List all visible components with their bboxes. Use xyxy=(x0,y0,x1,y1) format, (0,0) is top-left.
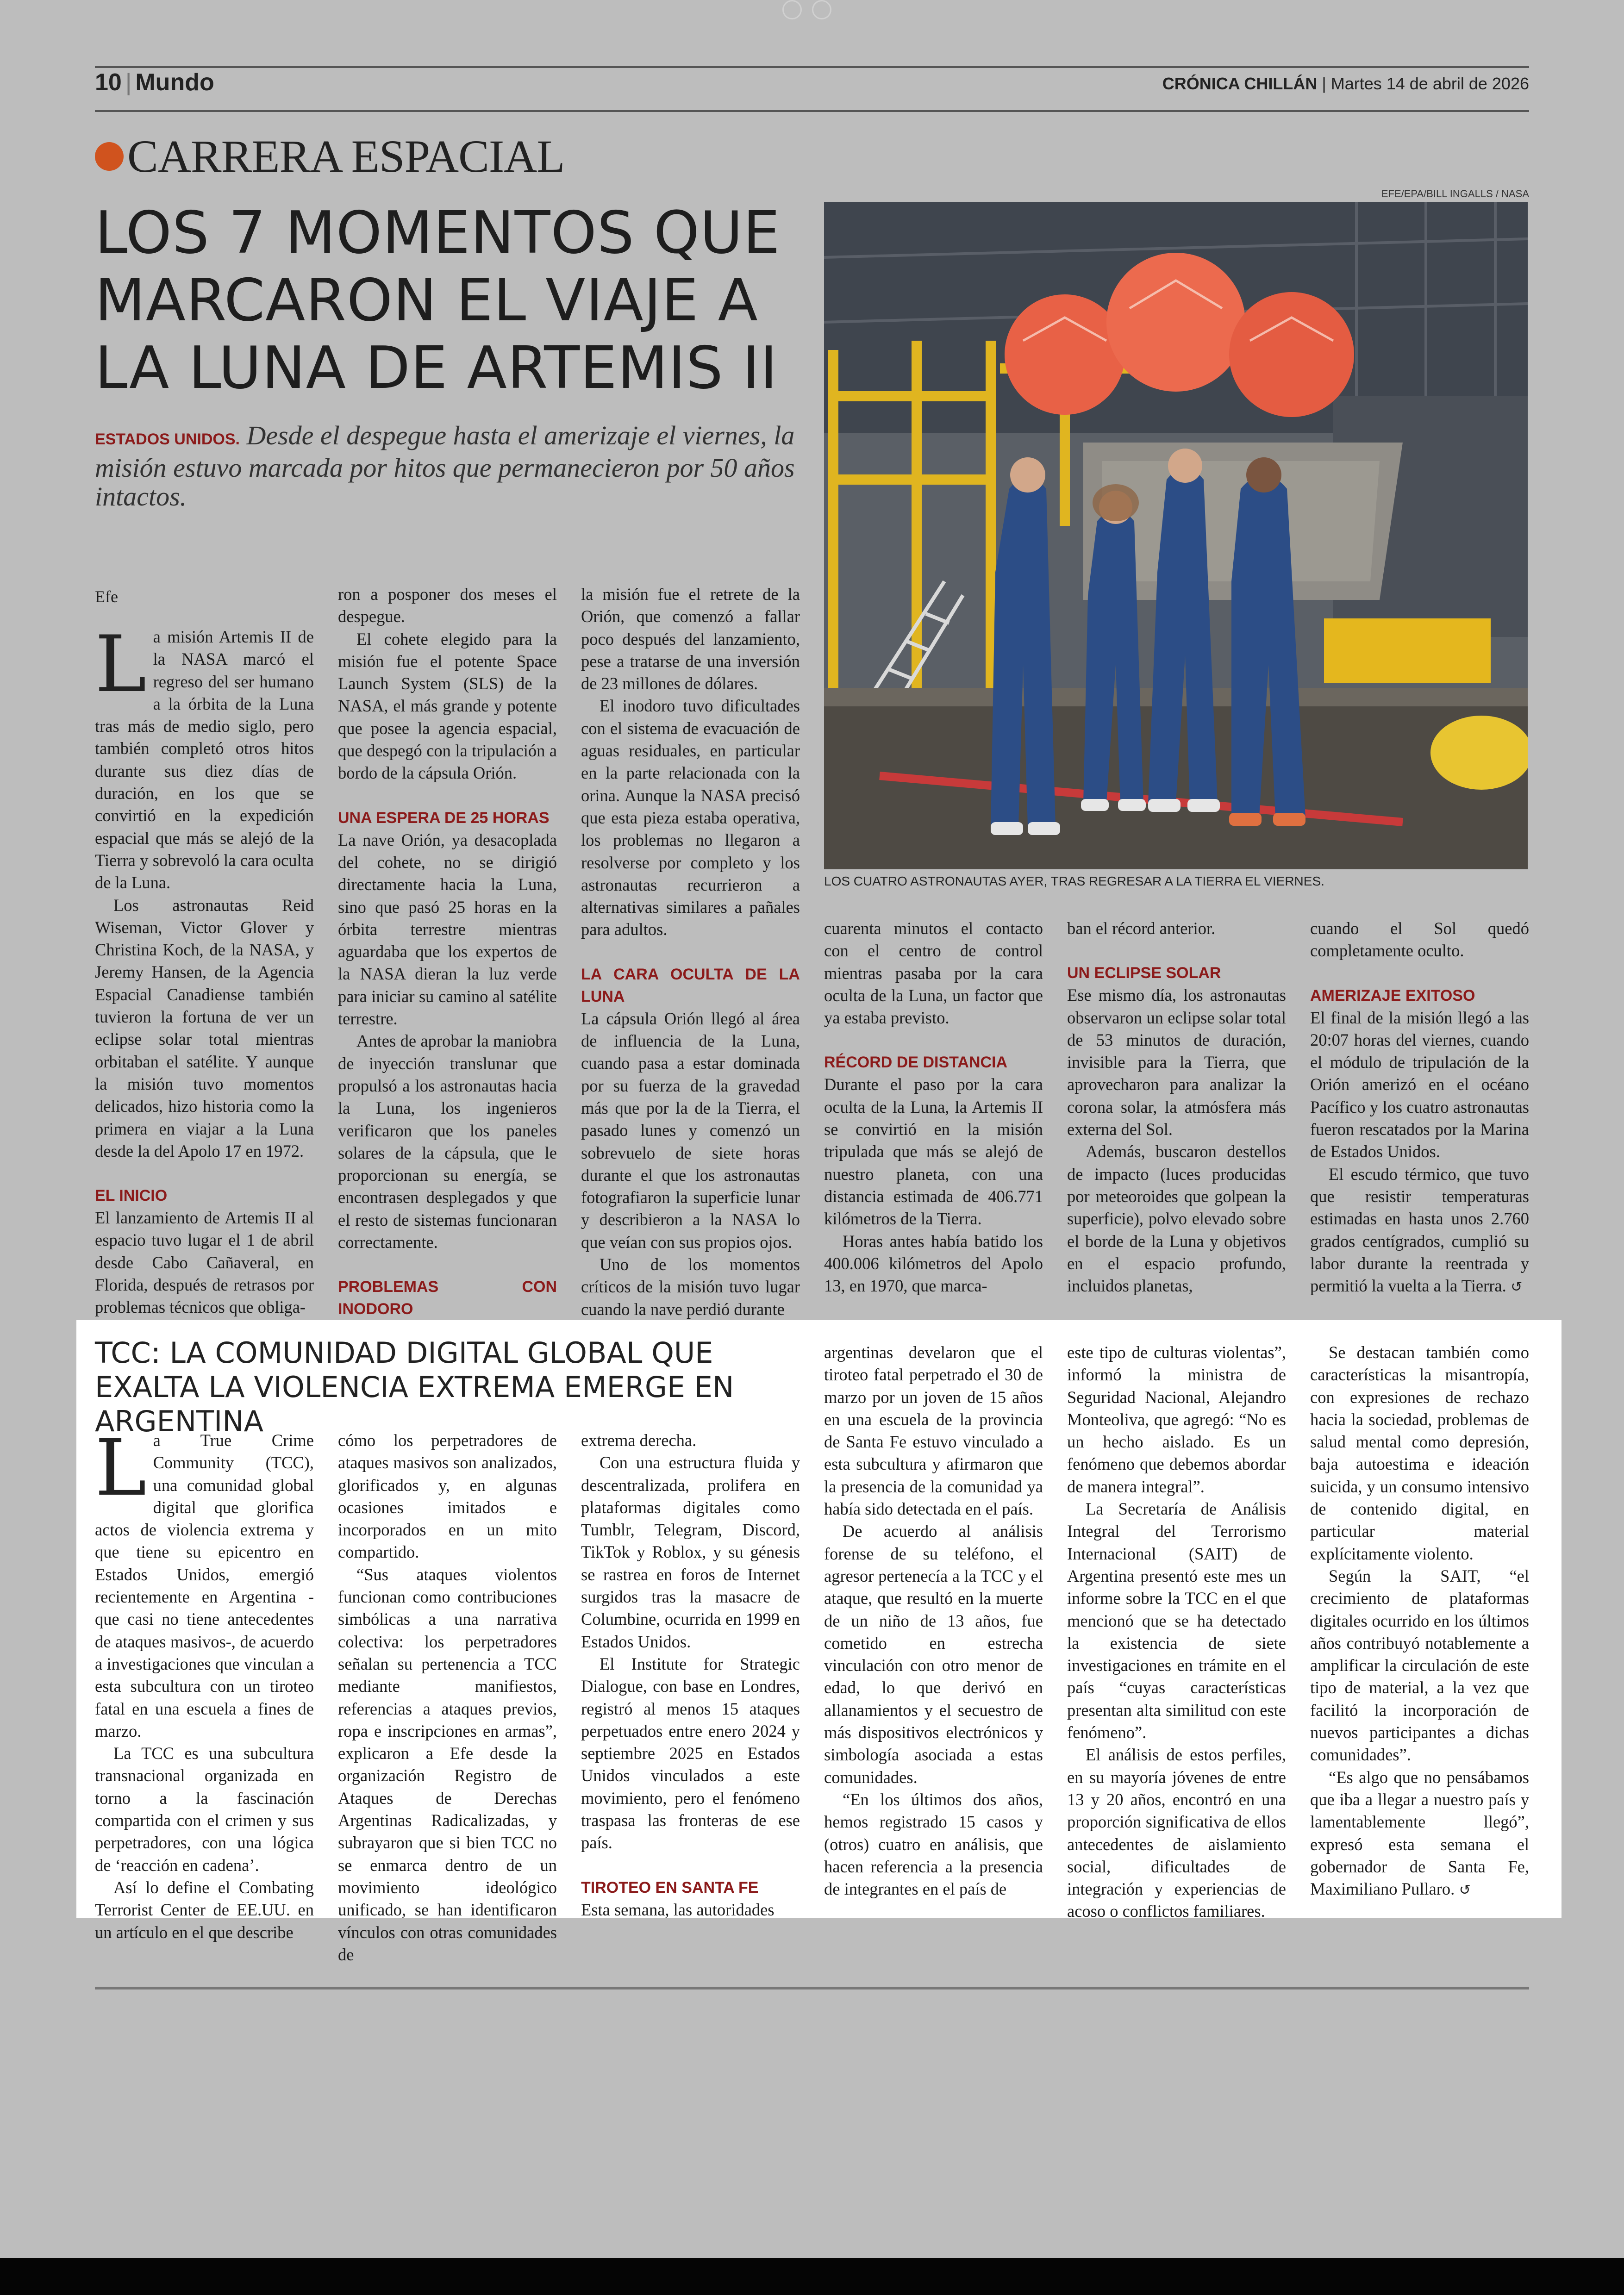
main-column-4 xyxy=(824,917,1043,1297)
paragraph: este tipo de culturas violentas”, informó la ministra de Seguridad Nacional, Alejandro Monteoliva, que agregó: “No es un hecho aislado. Es un fenómeno que debemos abordar de manera integral”. xyxy=(1067,1343,1286,1496)
box-column-1 xyxy=(95,1422,314,1944)
paragraph: Ese mismo día, los astronautas observaron un eclipse solar total de 53 minutos de duración, invisible para la Tierra, que aprovecharon para analizar la corona solar, la atmósfera más externa del Sol. xyxy=(1067,985,1286,1139)
byline: Efe xyxy=(95,587,118,606)
paragraph: Así lo define el Combating Terrorist Center de EE.UU. en un artículo en el que describe xyxy=(95,1877,314,1942)
paragraph: El escudo térmico, que tuvo que resistir temperaturas estimadas en hasta unos 2.760 grados centígrados, cumplió su labor durante la reentrada y permitió la vuelta a la Tierra. ↺ xyxy=(1310,1164,1529,1296)
paragraph: Con una estructura fluida y descentralizada, prolifera en plataformas digitales como Tumblr, Telegram, Discord, TikTok y Roblox, y su génesis se rastrea en foros de Internet surgidos tras la masacre de Columbine, ocurrida en 1999 en Estados Unidos. xyxy=(581,1453,800,1651)
subheading: AMERIZAJE EXITOSO xyxy=(1310,986,1475,1004)
publication-name: CRÓNICA CHILLÁN xyxy=(1162,74,1318,93)
paragraph: cuando el Sol quedó completamente oculto. xyxy=(1310,919,1529,960)
box-column-6 xyxy=(1310,1341,1529,1902)
section-label: CARRERA ESPACIAL xyxy=(95,130,564,183)
paragraph: extrema derecha. xyxy=(581,1431,697,1450)
subheading: UN ECLIPSE SOLAR xyxy=(1067,964,1221,982)
subheading: EL INICIO xyxy=(95,1187,168,1205)
paragraph: El análisis de estos perfiles, en su mayoría jóvenes de entre 13 y 20 años, encontró en una proporción significativa de ellos antecedentes de aislamiento social, dificultades de integración y experiencias de acoso o conflictos familiares. xyxy=(1067,1745,1286,1921)
paragraph: Durante el paso por la cara oculta de la Luna, la Artemis II se convirtió en la misión tripulada que más se alejó de nuestro planeta, con una distancia estimada de 406.771 kilómetros de la Tierra. xyxy=(824,1075,1043,1229)
paragraph: El cohete elegido para la misión fue el potente Space Launch System (SLS) de la NASA, el más grande y potente que posee la agencia espacial, que despegó con la tripulación a bordo de la cápsula Orión. xyxy=(338,629,557,783)
paragraph: a misión Artemis II de la NASA marcó el regreso del ser humano a la órbita de la Luna tras más de medio siglo, pero también completó otros hitos durante sus diez días de duración, en los que se convirtió en la expedición espacial que más se alejó de la Tierra y sobrevoló la cara oculta de la Luna. xyxy=(95,627,314,892)
subheading: PROBLEMAS CON INODORO xyxy=(338,1278,557,1318)
deck-text: Desde el despegue hasta el amerizaje el viernes, la misión estuvo marcada por hitos que permanecieron por 50 años intactos. xyxy=(95,420,795,511)
photo-caption: LOS CUATRO ASTRONAUTAS AYER, TRAS REGRESAR A LA TIERRA EL VIERNES. xyxy=(824,874,1324,888)
page-folio: 10 | Mundo xyxy=(95,69,214,96)
masthead: CRÓNICA CHILLÁN | Martes 14 de abril de 2026 xyxy=(1162,74,1529,93)
page-section: Mundo xyxy=(135,69,214,96)
paragraph: La Secretaría de Análisis Integral del Terrorismo Internacional (SAIT) de Argentina presentó este mes un informe sobre la TCC en el que mencionó que se ha detectado la existencia de siete investigaciones en trámite en el país “cuyas características presentan alta similitud con este fenómeno”. xyxy=(1067,1499,1286,1742)
header-top-rule xyxy=(95,66,1529,68)
paragraph: Según la SAIT, “el crecimiento de plataformas digitales ocurrido en los últimos años contribuyó notablemente a amplificar la circulación de este tipo de material, a la vez que facilitó la incorporación de nuevos participantes a dichas comunidades”. xyxy=(1310,1566,1529,1765)
paragraph: Uno de los momentos críticos de la misión tuvo lugar cuando la nave perdió durante xyxy=(581,1255,800,1319)
photo-credit: EFE/EPA/BILL INGALLS / NASA xyxy=(1381,188,1529,200)
box-column-2 xyxy=(338,1429,557,1966)
subheading: TIROTEO EN SANTA FE xyxy=(581,1878,759,1896)
paragraph: “Es algo que no pensábamos que iba a llegar a nuestro país y lamentablemente llegó”, expresó esta semana el gobernador de Santa Fe, Maximiliano Pullaro. ↺ xyxy=(1310,1767,1529,1899)
paragraph: El inodoro tuvo dificultades con el sistema de evacuación de aguas residuales, en particular en la parte relacionada con la orina. Aunque la NASA precisó que esta pieza estaba operativa, los problemas no llegaron a resolverse por completo y los astronautas recurrieron a alternativas similares a pañales para adultos. xyxy=(581,696,800,939)
paragraph: La TCC es una subcultura transnacional organizada en torno a la fascinación compartida con el crimen y sus perpetradores, con una lógica de ‘reacción en cadena’. xyxy=(95,1744,314,1875)
paragraph: a True Crime Community (TCC), una comunidad global digital que glorifica actos de violencia extrema y que tiene su epicentro en Estados Unidos, emergió recientemente en Argentina -que casi no tiene antecedentes de ataques masivos-, de acuerdo a investigaciones que vinculan a esta subcultura con un tiroteo fatal en una escuela a fines de marzo. xyxy=(95,1431,314,1740)
footer-rule xyxy=(95,1987,1529,1989)
subheading: UNA ESPERA DE 25 HORAS xyxy=(338,809,550,827)
page-number: 10 xyxy=(95,69,122,96)
paragraph: cuarenta minutos el contacto con el centro de control mientras pasaba por la cara oculta de la Luna, un factor que ya estaba previsto. xyxy=(824,919,1043,1028)
end-mark-icon: ↺ xyxy=(1506,1279,1523,1296)
main-column-6 xyxy=(1310,917,1529,1298)
paragraph: la misión fue el retrete de la Orión, que comenzó a fallar poco después del lanzamiento, pese a tratarse de una inversión de 23 millones de dólares. xyxy=(581,585,800,693)
page-date: Martes 14 de abril de 2026 xyxy=(1330,74,1529,93)
tcc-headline: TCC: LA COMUNIDAD DIGITAL GLOBAL QUE EXALTA LA VIOLENCIA EXTREMA EMERGE EN ARGENTINA xyxy=(95,1336,734,1438)
paragraph: El lanzamiento de Artemis II al espacio tuvo lugar el 1 de abril desde Cabo Cañaveral, en Florida, después de retrasos por problemas técnicos que obliga- xyxy=(95,1208,314,1317)
paragraph: La nave Orión, ya desacoplada del cohete, no se dirigió directamente hacia la Luna, sino que pasó 25 horas en la órbita terrestre mientras aguardaba que los expertos de la NASA dieran la luz verde para iniciar su camino al satélite terrestre. xyxy=(338,830,557,1029)
paragraph: “Sus ataques violentos funcionan como contribuciones simbólicas a una narrativa colectiva: los perpetradores señalan su pertenencia a TCC mediante manifiestos, referencias a ataques previos, ropa e inscripciones en armas”, explicaron a Efe desde la organización Registro de Ataques de Derechas Argentinas Radicalizadas, y subrayaron que si bien TCC no se enmarca dentro de un movimiento ideológico unificado, se han identificaron vínculos con otras comunidades de xyxy=(338,1565,557,1964)
viewer-bottom-bar xyxy=(0,2258,1624,2295)
main-headline: LOS 7 MOMENTOS QUE MARCARON EL VIAJE A LA LUNA DE ARTEMIS II xyxy=(95,199,781,402)
subheading: LA CARA OCULTA DE LA LUNA xyxy=(581,965,800,1005)
paragraph: La cápsula Orión llegó al área de influencia de la Luna, cuando pasa a estar dominada por su fuerza de la gravedad más que por la de la Tierra, el pasado lunes y comenzó un sobrevuelo de siete horas durante el que los astronautas fotografiaron la superficie lunar y describieron a la NASA lo que veían con sus propios ojos. xyxy=(581,1009,800,1252)
paragraph: Se destacan también como características la misantropía, con expresiones de rechazo hacia la sociedad, problemas de salud mental como depresión, baja autoestima e ideación suicida, y un consumo intensivo de contenido digital, en particular material explícitamente violento. xyxy=(1310,1343,1529,1563)
box-column-3 xyxy=(581,1429,800,1921)
paragraph: Esta semana, las autoridades xyxy=(581,1900,775,1919)
deck-kicker: ESTADOS UNIDOS. xyxy=(95,430,240,448)
paragraph: cómo los perpetradores de ataques masivos son analizados, glorificados y, en algunas ocasiones imitados e incorporados en un mito compartido. xyxy=(338,1431,557,1562)
paragraph: Horas antes había batido los 400.006 kilómetros del Apolo 13, en 1970, que marca- xyxy=(824,1231,1043,1296)
subheading: RÉCORD DE DISTANCIA xyxy=(824,1054,1008,1072)
paragraph: El final de la misión llegó a las 20:07 horas del viernes, cuando el módulo de tripulación de la Orión amerizó en el océano Pacífico y los cuatro astronautas fueron rescatados por la Marina de Estados Unidos. xyxy=(1310,1008,1529,1161)
drop-cap: L xyxy=(95,619,147,710)
paragraph: ron a posponer dos meses el despegue. xyxy=(338,585,557,626)
paragraph: ban el récord anterior. xyxy=(1067,919,1216,938)
drop-cap: L xyxy=(95,1422,147,1513)
end-mark-icon: ↺ xyxy=(1455,1882,1471,1899)
paragraph: “En los últimos dos años, hemos registrado 15 casos y (otros) cuatro en análisis, que hacen referencia a la presencia de integrantes en el país de xyxy=(824,1790,1043,1899)
paragraph: De acuerdo al análisis forense de su teléfono, el agresor pertenecía a la TCC y el ataque, que resultó en la muerte de un niño de 13 años, fue cometido en estrecha vinculación con otro menor de edad, lo que derivó en allanamientos y el secuestro de más dispositivos electrónicos y simbología asociada a estas comunidades. xyxy=(824,1522,1043,1787)
main-column-2 xyxy=(338,583,557,1343)
main-column-5 xyxy=(1067,917,1286,1297)
section-dot-icon xyxy=(95,142,124,171)
box-column-4 xyxy=(824,1341,1043,1900)
paragraph: Los astronautas Reid Wiseman, Victor Glover y Christina Koch, de la NASA, y Jeremy Hansen, de la Agencia Espacial Canadiense también tuvieron la fortuna de ver un eclipse solar total mientras orbitaban el satélite. Y aunque la misión tuvo momentos delicados, hizo historia como la primera en viajar a la Luna desde la del Apolo 17 en 1972. xyxy=(95,895,314,1160)
paragraph: argentinas develaron que el tiroteo fatal perpetrado el 30 de marzo por un joven de 15 años en una escuela de la provincia de Santa Fe estuvo vinculado a esta subcultura y afirmaron que la presencia de la comunidad ya había sido detectada en el país. xyxy=(824,1343,1043,1519)
paragraph: Además, buscaron destellos de impacto (luces producidas por meteoroides que golpean la superficie), polvo elevado sobre el borde de la Luna y objetivos en el espacio profundo, incluidos planetas, xyxy=(1067,1142,1286,1296)
paragraph: El Institute for Strategic Dialogue, con base en Londres, registró al menos 15 ataques perpetuados entre enero 2024 y septiembre 2025 en Estados Unidos vinculados a este movimiento, pero el fenómeno traspasa las fronteras de ese país. xyxy=(581,1654,800,1852)
main-column-1 xyxy=(95,619,314,1319)
paragraph: Antes de aprobar la maniobra de inyección translunar que propulsó a los astronautas hacia la Luna, los ingenieros verificaron que los paneles solares de la cápsula, que le proporcionan su energía, se encontrasen desplegados y que el resto de sistemas funcionaran correctamente. xyxy=(338,1031,557,1252)
page-nav-controls[interactable] xyxy=(782,0,847,14)
box-column-5 xyxy=(1067,1341,1286,1923)
astronauts-photo xyxy=(824,202,1528,869)
main-deck xyxy=(95,421,808,511)
main-column-3 xyxy=(581,583,800,1321)
header-bottom-rule xyxy=(95,110,1529,112)
